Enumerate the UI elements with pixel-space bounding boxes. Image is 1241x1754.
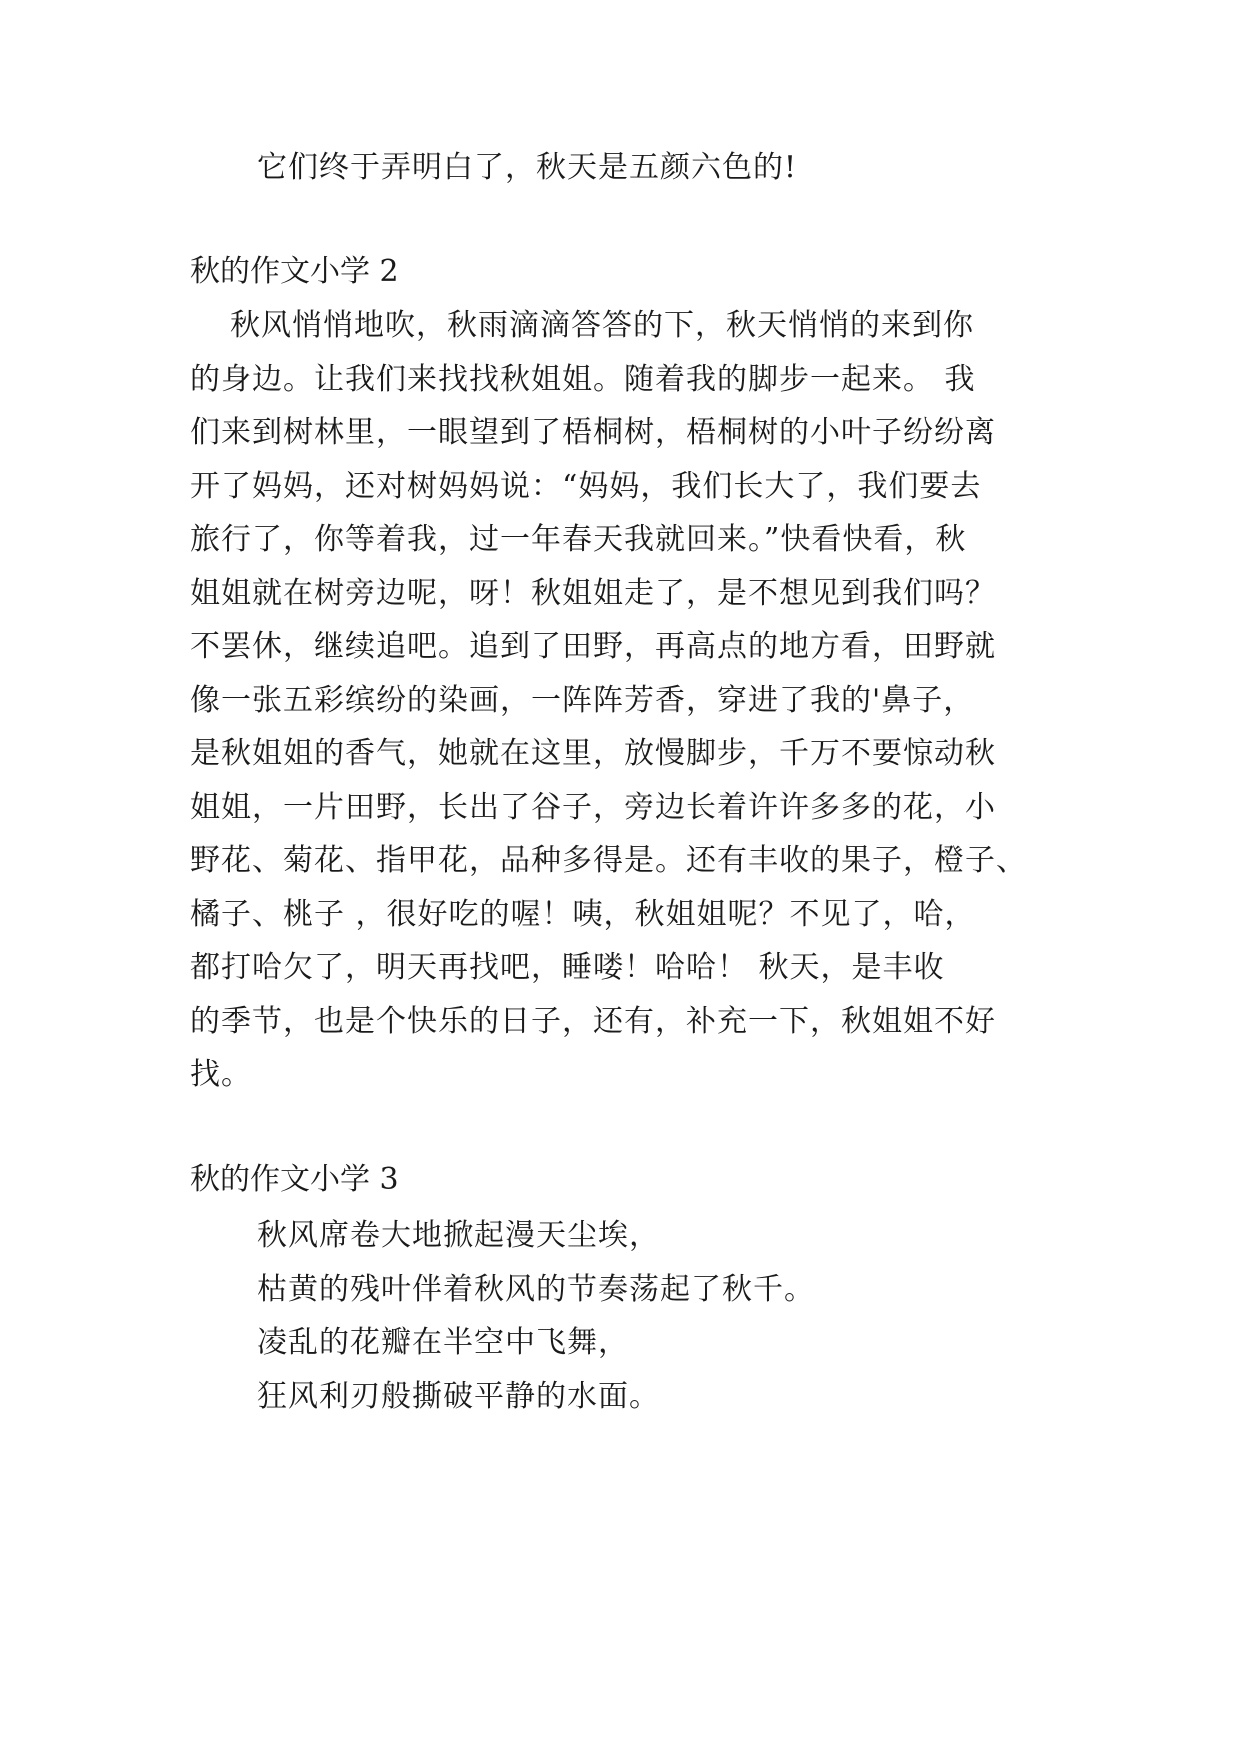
poem-line: 凌乱的花瓣在半空中飞舞， xyxy=(257,1325,629,1360)
paragraph-line: 不罢休，继续追吧。追到了田野，再高点的地方看，田野就 xyxy=(190,629,996,664)
section-heading-3: 秋的作文小学 3 xyxy=(190,1162,399,1197)
paragraph-line: 旅行了，你等着我，过一年春天我就回来。”快看快看，秋 xyxy=(190,522,967,557)
poem-line: 枯黄的残叶伴着秋风的节奏荡起了秋千。 xyxy=(257,1272,815,1307)
paragraph-line: 秋风悄悄地吹，秋雨滴滴答答的下，秋天悄悄的来到你 xyxy=(230,308,974,343)
paragraph-line: 开了妈妈，还对树妈妈说：“妈妈，我们长大了，我们要去 xyxy=(190,469,982,504)
paragraph-line: 都打哈欠了，明天再找吧，睡喽！哈哈！ 秋天，是丰收 xyxy=(190,950,945,985)
paragraph-line: 像一张五彩缤纷的染画，一阵阵芳香，穿进了我的'鼻子， xyxy=(190,683,975,718)
poem-line: 秋风席卷大地掀起漫天尘埃， xyxy=(257,1218,660,1253)
paragraph-line: 的身边。让我们来找找秋姐姐。随着我的脚步一起来。 我 xyxy=(190,362,976,397)
paragraph-line: 找。 xyxy=(190,1057,252,1092)
poem-line: 狂风利刃般撕破平静的水面。 xyxy=(257,1379,660,1414)
paragraph-line: 野花、菊花、指甲花，品种多得是。还有丰收的果子，橙子、 xyxy=(190,843,1027,878)
paragraph-line: 橘子、桃子 ，很好吃的喔！咦，秋姐姐呢？不见了，哈， xyxy=(190,897,976,932)
paragraph-line: 是秋姐姐的香气，她就在这里，放慢脚步，千万不要惊动秋 xyxy=(190,736,996,771)
intro-line: 它们终于弄明白了，秋天是五颜六色的! xyxy=(257,150,798,185)
paragraph-line: 姐姐，一片田野，长出了谷子，旁边长着许许多多的花，小 xyxy=(190,790,996,825)
paragraph-line: 的季节，也是个快乐的日子，还有，补充一下，秋姐姐不好 xyxy=(190,1004,996,1039)
section-heading-2: 秋的作文小学 2 xyxy=(190,254,399,289)
paragraph-line: 们来到树林里，一眼望到了梧桐树，梧桐树的小叶子纷纷离 xyxy=(190,415,996,450)
paragraph-line: 姐姐就在树旁边呢，呀！秋姐姐走了，是不想见到我们吗？ xyxy=(190,576,996,611)
